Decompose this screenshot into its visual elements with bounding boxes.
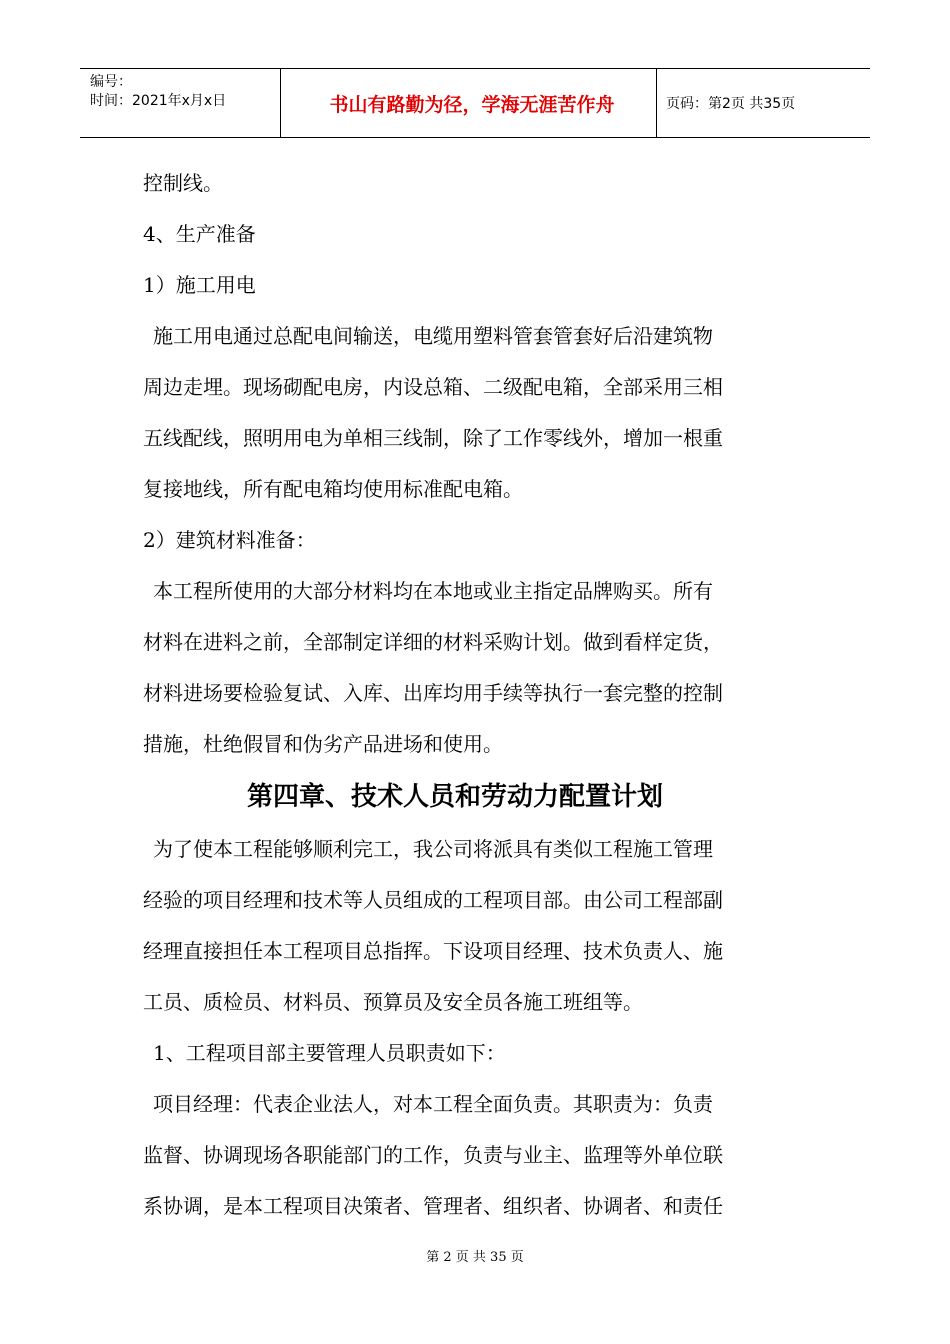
page-header <box>80 68 870 138</box>
body-line: 为了使本工程能够顺利完工，我公司将派具有类似工程施工管理 <box>153 837 713 861</box>
body-line: 项目经理：代表企业法人，对本工程全面负责。其职责为：负责 <box>153 1092 713 1116</box>
subsection-heading: 1）施工用电 <box>143 273 256 297</box>
body-line: 复接地线，所有配电箱均使用标准配电箱。 <box>143 477 523 501</box>
section-heading: 4、生产准备 <box>143 222 256 246</box>
body-line: 施工用电通过总配电间输送，电缆用塑料管套管套好后沿建筑物 <box>153 324 713 348</box>
doc-number: 编号： <box>90 74 132 90</box>
body-line: 系协调，是本工程项目决策者、管理者、组织者、协调者、和责任 <box>143 1194 723 1218</box>
body-line: 监督、协调现场各职能部门的工作，负责与业主、监理等外单位联 <box>143 1143 723 1167</box>
body-line: 材料在进料之前，全部制定详细的材料采购计划。做到看样定货， <box>143 630 723 654</box>
chapter-title: 第四章、技术人员和劳动力配置计划 <box>247 782 664 812</box>
body-line: 材料进场要检验复试、入库、出库均用手续等执行一套完整的控制 <box>143 681 723 705</box>
doc-time: 时间：2021年x月x日 <box>90 93 227 109</box>
body-line: 经验的项目经理和技术等人员组成的工程项目部。由公司工程部副 <box>143 888 723 912</box>
header-page-number: 页码：第2页 共35页 <box>666 96 796 112</box>
subsection-heading: 2）建筑材料准备： <box>143 528 316 552</box>
header-meta <box>90 73 226 111</box>
body-line: 措施，杜绝假冒和伪劣产品进场和使用。 <box>143 732 503 756</box>
body-line: 本工程所使用的大部分材料均在本地或业主指定品牌购买。所有 <box>153 579 713 603</box>
body-line: 1、工程项目部主要管理人员职责如下： <box>153 1041 506 1065</box>
body-line: 经理直接担任本工程项目总指挥。下设项目经理、技术负责人、施 <box>143 939 723 963</box>
body-line: 周边走埋。现场砌配电房，内设总箱、二级配电箱，全部采用三相 <box>143 375 723 399</box>
body-line: 工员、质检员、材料员、预算员及安全员各施工班组等。 <box>143 990 643 1014</box>
body-line: 五线配线，照明用电为单相三线制，除了工作零线外，增加一根重 <box>143 426 723 450</box>
body-line: 控制线。 <box>143 171 223 195</box>
page-footer: 第 2 页 共 35 页 <box>426 1250 524 1265</box>
header-motto: 书山有路勤为径，学海无涯苦作舟 <box>329 93 615 116</box>
document-body <box>143 158 813 1232</box>
